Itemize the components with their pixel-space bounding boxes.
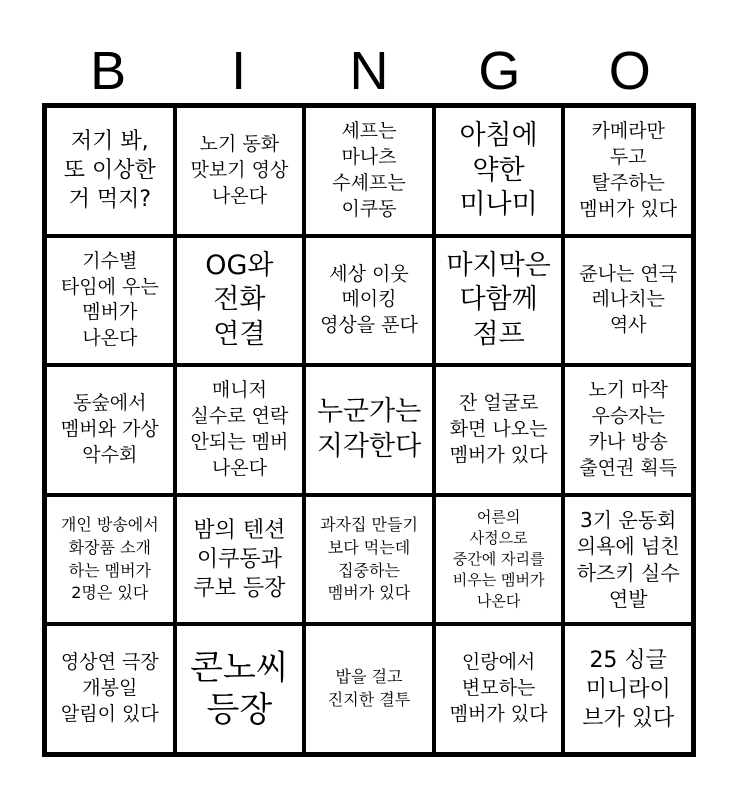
bingo-cell-text: 개인 방송에서 화장품 소개 하는 멤버가 2명은 있다 [60, 515, 159, 603]
bingo-cell-r2-c5[interactable] [563, 236, 693, 366]
bingo-cell-r2-c1[interactable] [45, 236, 175, 366]
bingo-cell-r5-c3[interactable] [304, 624, 434, 754]
bingo-cell-text: 노기 동화 맛보기 영상 나온다 [190, 133, 289, 207]
header-letter-n: N [349, 41, 389, 101]
bingo-cell-text: 25 싱글 미니라이브가 있다 [582, 647, 675, 731]
bingo-cell-text: 세상 이웃 메이킹 영상을 푼다 [320, 262, 418, 337]
bingo-cell-r3-c5[interactable] [563, 365, 693, 495]
bingo-cell-text: 인랑에서 변모하는 멤버가 있다 [449, 651, 548, 726]
bingo-cell-text: 매니저 실수로 연락 안되는 멤버 나온다 [190, 379, 289, 479]
bingo-cell-text: 카메라만 두고 탈주하는 멤버가 있다 [579, 120, 678, 220]
bingo-cell-text: OG와 전화 연결 [205, 249, 274, 350]
bingo-cell-text: 동숲에서 멤버와 가상 악수회 [60, 392, 159, 466]
header-letter-b: B [90, 41, 127, 101]
bingo-cell-text: 콘노씨 등장 [190, 648, 289, 731]
bingo-cell-r2-c2[interactable] [175, 236, 305, 366]
bingo-cell-text: 밥을 걸고 진지한 결투 [327, 667, 411, 710]
header-letter-o: O [608, 41, 651, 101]
bingo-cell-text: 아침에 약한 미나미 [459, 119, 538, 221]
bingo-cell-text: 누군가는 지각한다 [316, 396, 422, 462]
bingo-cell-r3-c4[interactable] [434, 365, 564, 495]
bingo-cell-text: 쥰나는 연극 레나치는 역사 [579, 262, 678, 337]
bingo-cell-text: 노기 마작 우승자는 카나 방송 출연권 획득 [579, 379, 678, 479]
bingo-board [42, 103, 696, 757]
bingo-cell-r1-c2[interactable] [175, 106, 305, 236]
bingo-cell-r3-c1[interactable] [45, 365, 175, 495]
bingo-cell-r1-c5[interactable] [563, 106, 693, 236]
bingo-cell-text: 3기 운동회 의욕에 넘친 하즈키 실수 연발 [576, 507, 680, 611]
bingo-cell-r1-c1[interactable] [45, 106, 175, 236]
bingo-cell-r5-c4[interactable] [434, 624, 564, 754]
bingo-cell-r5-c1[interactable] [45, 624, 175, 754]
bingo-cell-r5-c2[interactable] [175, 624, 305, 754]
bingo-cell-text: 잔 얼굴로 화면 나오는 멤버가 있다 [449, 392, 548, 466]
bingo-cell-r4-c2[interactable] [175, 495, 305, 625]
bingo-cell-r4-c5[interactable] [563, 495, 693, 625]
bingo-cell-r1-c4[interactable] [434, 106, 564, 236]
bingo-cell-r4-c1[interactable] [45, 495, 175, 625]
bingo-cell-text: 기수별 타임에 우는 멤버가 나온다 [60, 249, 159, 350]
bingo-cell-text: 어른의 사정으로 중간에 자리를 비우는 멤버가 나온다 [452, 508, 545, 611]
header-letter-i: I [231, 41, 247, 101]
bingo-cell-r2-c4[interactable] [434, 236, 564, 366]
bingo-cell-text: 과자집 만들기 보다 먹는데 집중하는 멤버가 있다 [320, 515, 418, 603]
bingo-cell-r4-c3[interactable] [304, 495, 434, 625]
bingo-cell-text: 밤의 텐션 이쿠동과 쿠보 등장 [193, 518, 286, 602]
bingo-cell-r1-c3[interactable] [304, 106, 434, 236]
bingo-cell-r3-c2[interactable] [175, 365, 305, 495]
bingo-cell-text: 저기 봐, 또 이상한 거 먹지? [63, 129, 156, 213]
bingo-cell-r4-c4[interactable] [434, 495, 564, 625]
bingo-cell-r3-c3[interactable] [304, 365, 434, 495]
bingo-cell-r2-c3[interactable] [304, 236, 434, 366]
bingo-cell-text: 마지막은 다함께 점프 [446, 249, 551, 350]
bingo-header [43, 38, 695, 104]
header-letter-g: G [478, 41, 521, 101]
bingo-cell-text: 셰프는 마나츠 수셰프는 이쿠동 [332, 120, 406, 220]
bingo-cell-r5-c5[interactable] [563, 624, 693, 754]
bingo-cell-text: 영상연 극장 개봉일 알림이 있다 [60, 651, 159, 726]
